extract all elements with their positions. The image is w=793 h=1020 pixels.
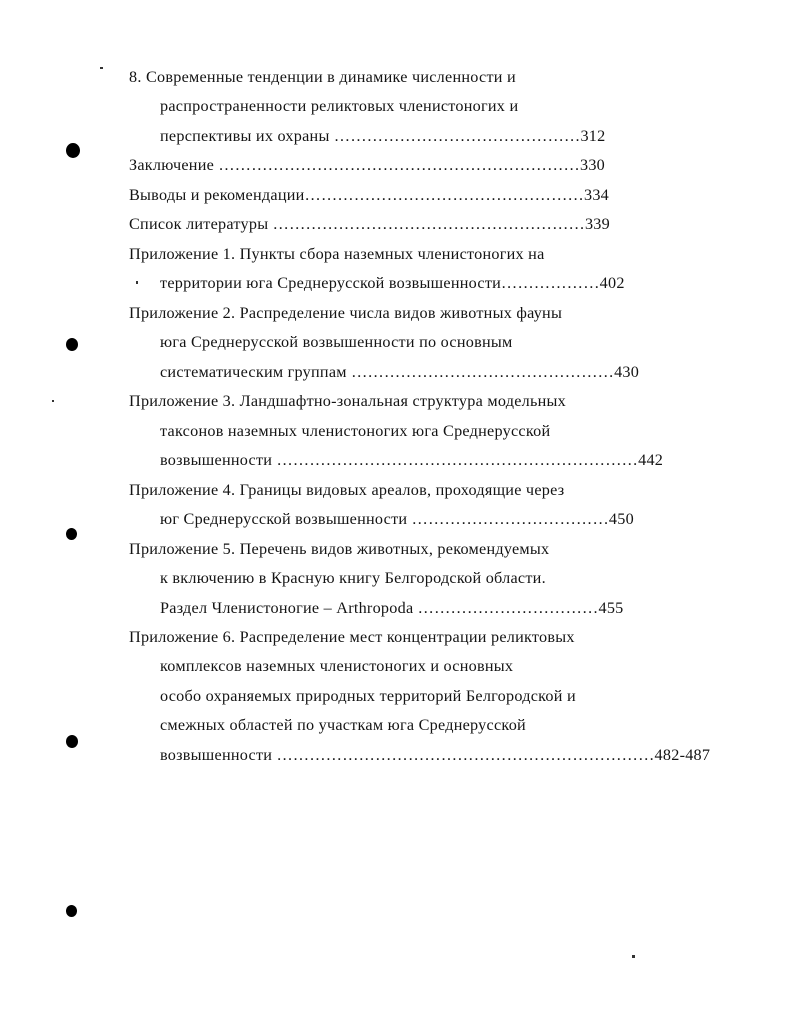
toc-entry-appendix-2-line-3: систематическим группам …………………………………………430 <box>160 363 640 381</box>
toc-entry-references: Список литературы …………………………………………………339 <box>129 215 610 233</box>
binding-hole-mark <box>66 338 78 351</box>
toc-entry-appendix-6-line-4: смежных областей по участкам юга Среднерусской <box>160 716 526 734</box>
binding-hole-mark <box>66 735 78 748</box>
toc-entry-appendix-3-line-3: возвышенности …………………………………………………………442 <box>160 451 664 469</box>
scan-speck <box>52 400 54 402</box>
toc-entry-appendix-4-line-1: Приложение 4. Границы видовых ареалов, проходящие через <box>129 481 565 499</box>
toc-entry-appendix-1-line-2: территории юга Среднерусской возвышенности………………402 <box>160 274 625 292</box>
toc-entry-appendix-2-line-1: Приложение 2. Распределение числа видов животных фауны <box>129 304 563 322</box>
scan-speck <box>100 67 103 69</box>
toc-entry-appendix-6-line-2: комплексов наземных членистоногих и основных <box>160 657 514 675</box>
toc-entry-8-line-1: 8. Современные тенденции в динамике численности и <box>129 68 516 86</box>
toc-entry-8-line-2: распространенности реликтовых членистоногих и <box>160 97 519 115</box>
toc-entry-appendix-2-line-2: юга Среднерусской возвышенности по основным <box>160 333 513 351</box>
toc-entry-appendix-4-line-2: юг Среднерусской возвышенности ………………………………450 <box>160 510 634 528</box>
toc-entry-appendix-6-line-3: особо охраняемых природных территорий Белгородской и <box>160 687 576 705</box>
scan-speck <box>632 955 635 958</box>
toc-entry-appendix-6-line-1: Приложение 6. Распределение мест концентрации реликтовых <box>129 628 575 646</box>
toc-entry-appendix-3-line-1: Приложение 3. Ландшафтно-зональная структура модельных <box>129 392 566 410</box>
toc-entry-appendix-5-line-1: Приложение 5. Перечень видов животных, рекомендуемых <box>129 540 550 558</box>
toc-entry-appendix-1-line-1: Приложение 1. Пункты сбора наземных членистоногих на <box>129 245 545 263</box>
toc-entry-appendix-3-line-2: таксонов наземных членистоногих юга Среднерусской <box>160 422 551 440</box>
scan-speck <box>136 281 138 284</box>
toc-entry-appendix-5-line-3: Раздел Членистоногие – Arthropoda ……………………………455 <box>160 599 624 617</box>
binding-hole-mark <box>66 528 77 540</box>
toc-entry-8-line-3: перспективы их охраны ………………………………………312 <box>160 127 606 145</box>
toc-entry-appendix-6-line-5: возвышенности ……………………………………………………………482-487 <box>160 746 711 764</box>
toc-entry-conclusion: Заключение …………………………………………………………330 <box>129 156 606 174</box>
toc-entry-appendix-5-line-2: к включению в Красную книгу Белгородской области. <box>160 569 546 587</box>
toc-entry-findings: Выводы и рекомендации……………………………………………334 <box>129 186 610 204</box>
binding-hole-mark <box>66 143 80 158</box>
binding-hole-mark <box>66 905 77 917</box>
